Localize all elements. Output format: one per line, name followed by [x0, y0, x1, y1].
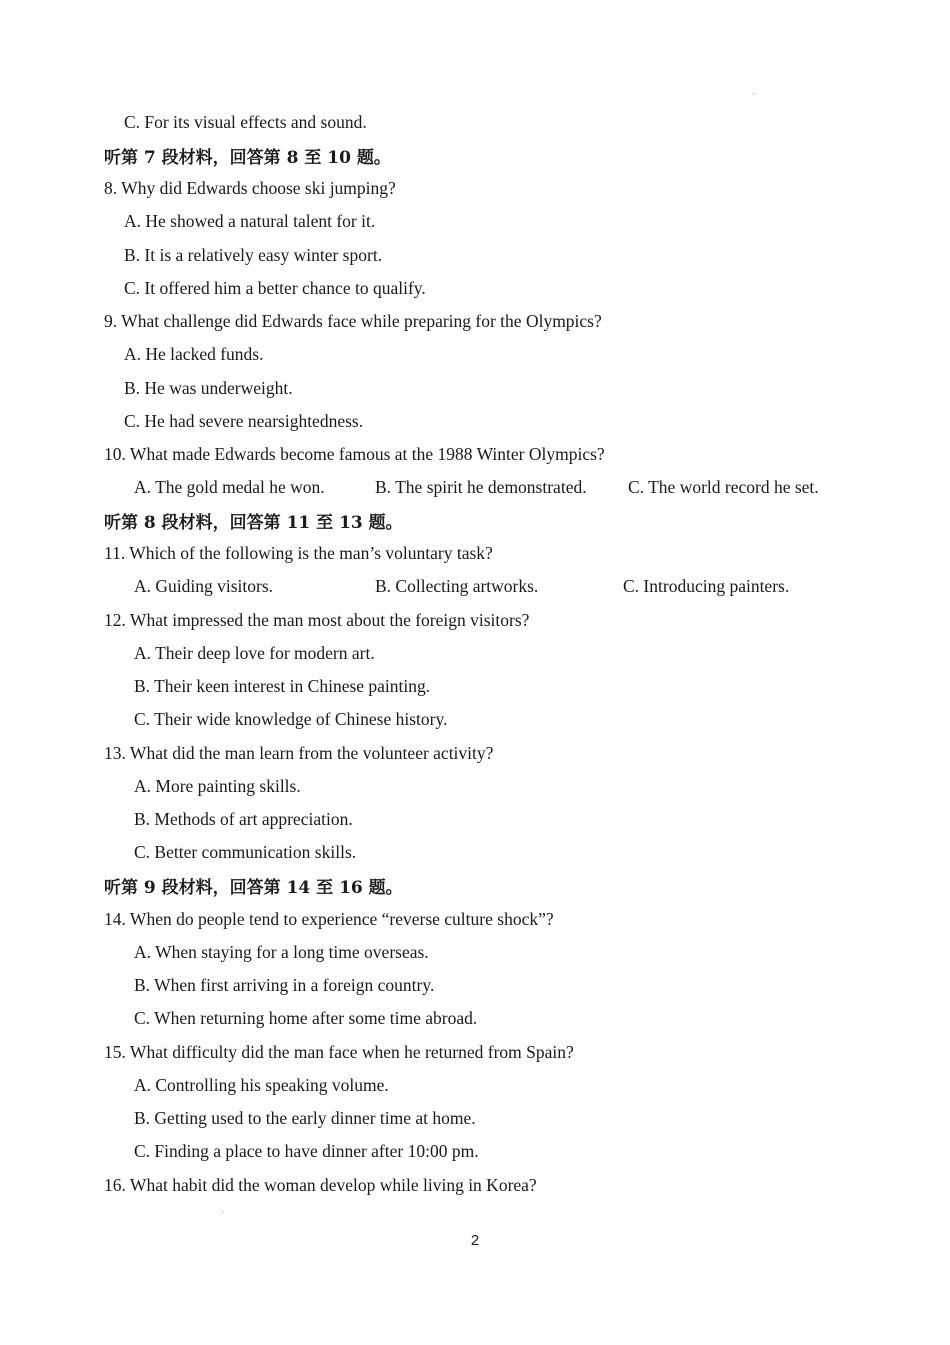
question-9: 9. What challenge did Edwards face while preparing for the Olympics? — [104, 311, 602, 331]
question-15: 15. What difficulty did the man face when he returned from Spain? — [104, 1042, 574, 1062]
option-12c: C. Their wide knowledge of Chinese history. — [134, 709, 448, 729]
option-11c: C. Introducing painters. — [623, 576, 790, 596]
option-14a: A. When staying for a long time overseas. — [134, 942, 429, 962]
option-8a: A. He showed a natural talent for it. — [124, 211, 376, 231]
option-9b: B. He was underweight. — [124, 378, 293, 398]
option-10c: C. The world record he set. — [628, 477, 819, 497]
option-12b: B. Their keen interest in Chinese painting. — [134, 676, 431, 696]
question-11: 11. Which of the following is the man’s voluntary task? — [104, 543, 493, 563]
question-10: 10. What made Edwards become famous at the 1988 Winter Olympics? — [104, 444, 605, 464]
option-9c: C. He had severe nearsightedness. — [124, 411, 364, 431]
option-8c: C. It offered him a better chance to qualify. — [124, 278, 426, 298]
option-13c: C. Better communication skills. — [134, 842, 357, 862]
section-heading-8: 听第 8 段材料，回答第 11 至 13 题。 — [104, 513, 403, 533]
question-12: 12. What impressed the man most about the foreign visitors? — [104, 610, 530, 630]
option-13b: B. Methods of art appreciation. — [134, 809, 353, 829]
option-13a: A. More painting skills. — [134, 776, 301, 796]
section-heading-9: 听第 9 段材料，回答第 14 至 16 题。 — [104, 878, 403, 898]
option-12a: A. Their deep love for modern art. — [134, 643, 375, 663]
scan-speck — [222, 1212, 223, 1213]
question-16: 16. What habit did the woman develop while living in Korea? — [104, 1175, 537, 1195]
option-7c: C. For its visual effects and sound. — [124, 112, 367, 132]
option-15a: A. Controlling his speaking volume. — [134, 1075, 389, 1095]
option-14b: B. When first arriving in a foreign country. — [134, 975, 435, 995]
scan-speck — [753, 93, 754, 94]
option-8b: B. It is a relatively easy winter sport. — [124, 245, 383, 265]
question-14: 14. When do people tend to experience “reverse culture shock”? — [104, 909, 554, 929]
option-15c: C. Finding a place to have dinner after 10:00 pm. — [134, 1141, 479, 1161]
page-number: 2 — [470, 1232, 480, 1249]
option-11a: A. Guiding visitors. — [134, 576, 274, 596]
option-9a: A. He lacked funds. — [124, 344, 264, 364]
option-11b: B. Collecting artworks. — [375, 576, 539, 596]
option-10a: A. The gold medal he won. — [134, 477, 325, 497]
option-14c: C. When returning home after some time abroad. — [134, 1008, 478, 1028]
question-8: 8. Why did Edwards choose ski jumping? — [104, 178, 396, 198]
question-13: 13. What did the man learn from the volunteer activity? — [104, 743, 494, 763]
section-heading-7: 听第 7 段材料，回答第 8 至 10 题。 — [104, 148, 391, 168]
option-15b: B. Getting used to the early dinner time at home. — [134, 1108, 476, 1128]
option-10b: B. The spirit he demonstrated. — [375, 477, 587, 497]
